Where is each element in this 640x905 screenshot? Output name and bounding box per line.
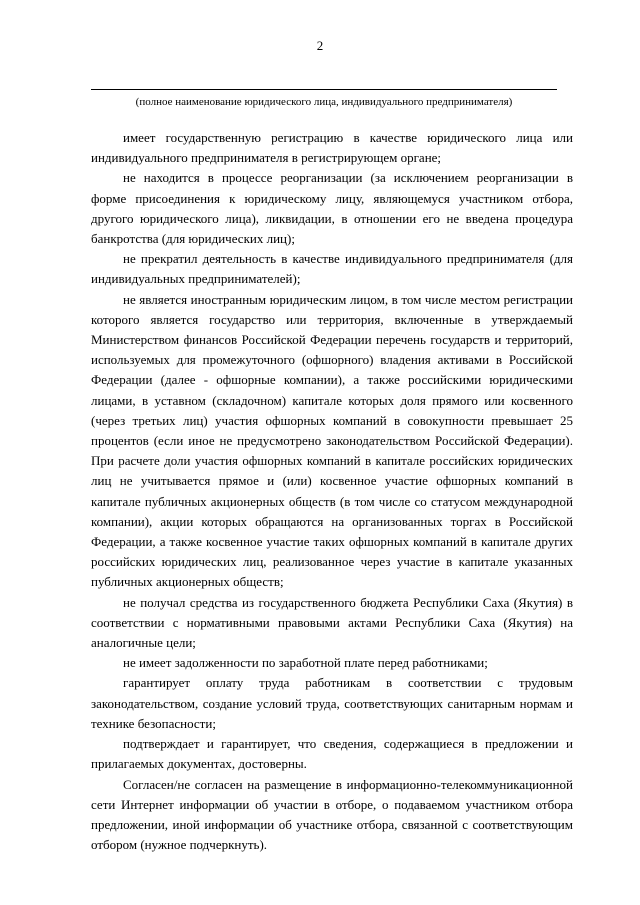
paragraph: не получал средства из государственного бюджета Республики Саха (Якутия) в соответствии с нормативными правовыми актами Республики Саха (Якутия) на аналогичные цели; — [91, 594, 573, 651]
page-number: 2 — [316, 38, 324, 53]
paragraph: подтверждает и гарантирует, что сведения, содержащиеся в предложении и прилагаемых документах, достоверны. — [91, 736, 573, 772]
document-body — [91, 128, 573, 855]
organization-name-line — [91, 89, 557, 90]
paragraph: Согласен/не согласен на размещение в информационно-телекоммуникационной сети Интернет информации об участии в отборе, о подаваемом участником отбора предложении, иной информации об участнике отбора, связанной с соответствующим отбором (нужное подчеркнуть). — [91, 776, 573, 853]
paragraph: не прекратил деятельность в качестве индивидуального предпринимателя (для индивидуальных предпринимателей); — [91, 251, 573, 287]
paragraph: имеет государственную регистрацию в качестве юридического лица или индивидуального предпринимателя в регистрирующем органе; — [91, 130, 573, 166]
organization-name-caption: (полное наименование юридического лица, индивидуального предпринимателя) — [135, 96, 513, 108]
paragraph: не имеет задолженности по заработной плате перед работниками; — [123, 655, 488, 671]
paragraph: гарантирует оплату труда работникам в соответствии с трудовым законодательством, создание условий труда, соответствующих санитарным нормам и технике безопасности; — [91, 675, 573, 731]
paragraph: не находится в процессе реорганизации (за исключением реорганизации в форме присоединения к юридическому лицу, являющемуся участником отбора, другого юридического лица), ликвидации, в отношении его не введена процедура банкротства (для юридических лиц); — [91, 170, 573, 247]
paragraph: не является иностранным юридическим лицом, в том числе местом регистрации которого является государство или территория, включенные в утверждаемый Министерством финансов Российской Федерации перечень государств и территорий, используемых для промежуточного (офшорного) владения активами в Российской Федерации (далее - офшорные компании), а также российскими юридическими лицами, в уставном (складочном) капитале которых доля прямого или косвенного (через третьих лиц) участия офшорных компаний в совокупности превышает 25 процентов (если иное не предусмотрено законодательством Российской Федерации). При расчете доли участия офшорных компаний в капитале российских юридических лиц не учитывается прямое и (или) косвенное участие офшорных компаний в капитале публичных акционерных обществ (в том числе со статусом международной компании), акции которых обращаются на организованных торгах в Российской Федерации, а также косвенное участие таких офшорных компаний в капитале других российских юридических лиц, реализованное через участие в капитале указанных публичных акционерных обществ; — [91, 291, 573, 590]
